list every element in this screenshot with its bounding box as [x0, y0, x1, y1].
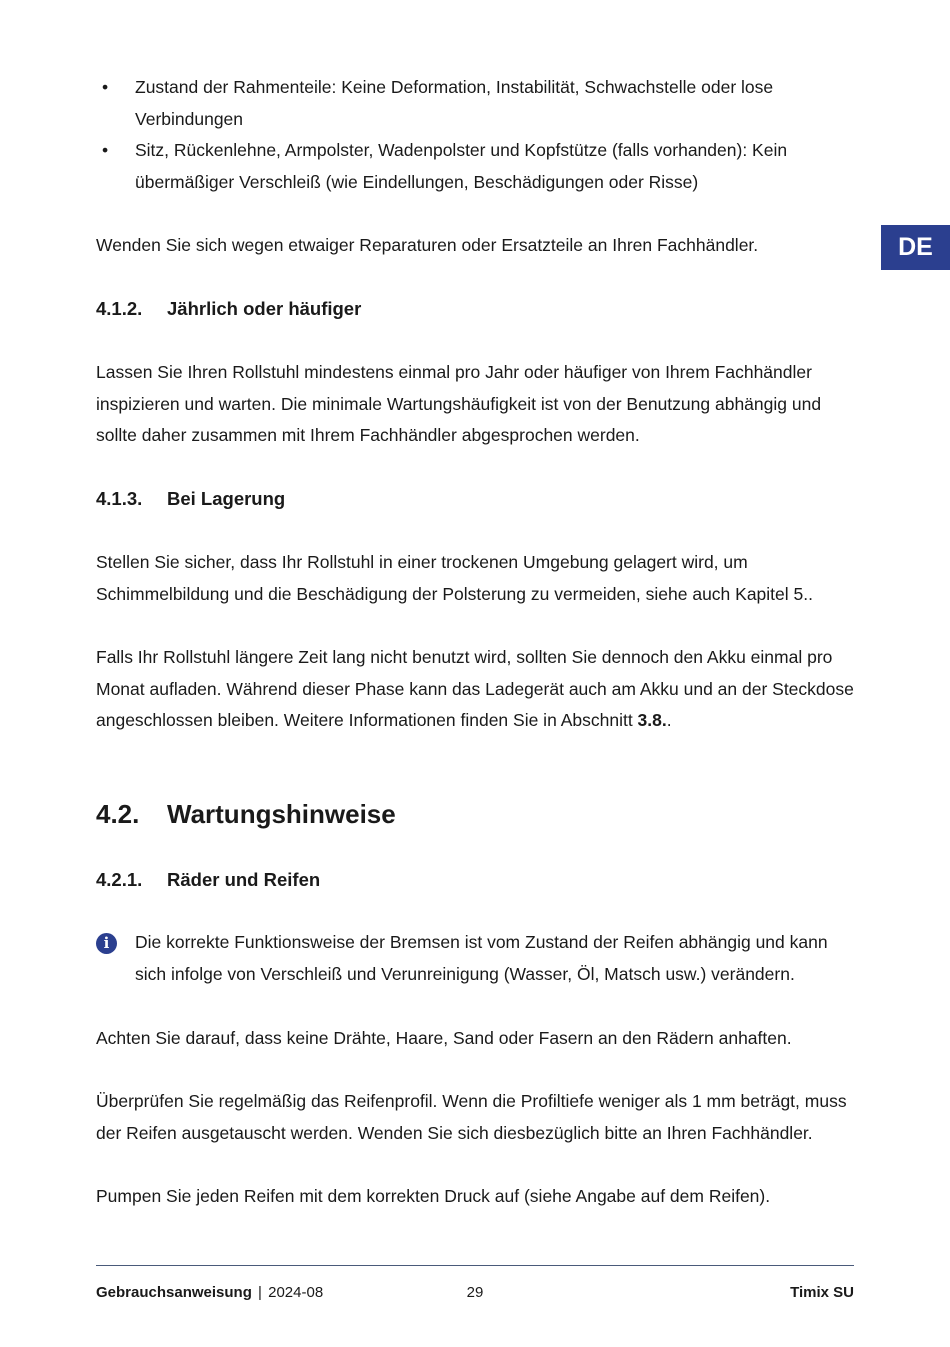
- section-title: Räder und Reifen: [167, 869, 321, 890]
- section-reference-link[interactable]: 3.8.: [637, 710, 667, 730]
- paragraph-pump: Pumpen Sie jeden Reifen mit dem korrekten Druck auf (siehe Angabe auf dem Reifen).: [96, 1186, 771, 1206]
- section-number: 4.1.3.: [96, 488, 143, 509]
- list-item: [96, 135, 856, 198]
- paragraph-repair: Wenden Sie sich wegen etwaiger Reparaturen oder Ersatzteile an Ihren Fachhändler.: [96, 235, 759, 255]
- footer-separator: |: [258, 1284, 262, 1301]
- paragraph-text: Falls Ihr Rollstuhl längere Zeit lang nicht benutzt wird, sollten Sie dennoch den Akku einmal pro Monat aufladen. Während dieser Phase kann das Ladegerät auch am Akku und an der Steckdose angeschlossen bleiben. Weitere Informationen finden Sie in Abschnitt: [96, 647, 854, 730]
- paragraph-storage-1: Stellen Sie sicher, dass Ihr Rollstuhl in einer trockenen Umgebung gelagert wird, um Schimmelbildung und die Beschädigung der Polsterung zu vermeiden, siehe auch Kapitel 5..: [96, 552, 813, 604]
- paragraph-wheels: Achten Sie darauf, dass keine Drähte, Haare, Sand oder Fasern an den Rädern anhaften.: [96, 1028, 792, 1048]
- section-title: Wartungshinweise: [167, 799, 396, 829]
- paragraph-profile: Überprüfen Sie regelmäßig das Reifenprofil. Wenn die Profiltiefe weniger als 1 mm beträgt, muss der Reifen ausgetauscht werden. Wenden Sie sich diesbezüglich bitte an Ihren Fachhändler.: [96, 1091, 847, 1143]
- footer-date: 2024-08: [268, 1284, 324, 1301]
- paragraph-yearly: Lassen Sie Ihren Rollstuhl mindestens einmal pro Jahr oder häufiger von Ihrem Fachhändler inspizieren und warten. Die minimale Wartungshäufigkeit ist von der Benutzung abhängig und sollte daher zusammen mit Ihrem Fachhändler abgesprochen werden.: [96, 362, 822, 445]
- bullet-icon: •: [102, 77, 109, 97]
- section-title: Jährlich oder häufiger: [167, 298, 362, 319]
- list-item-text: Zustand der Rahmenteile: Keine Deformation, Instabilität, Schwachstelle oder lose Verbindungen: [135, 77, 774, 129]
- section-number: 4.1.2.: [96, 298, 143, 319]
- language-tab: DE: [881, 225, 950, 270]
- info-icon: i: [96, 933, 117, 954]
- section-title: Bei Lagerung: [167, 488, 286, 509]
- info-note: [96, 927, 856, 990]
- paragraph-end: .: [666, 710, 672, 730]
- paragraph-storage-2: [96, 642, 856, 737]
- footer-doc-title: Gebrauchsanweisung: [96, 1284, 252, 1301]
- section-number: 4.2.: [96, 799, 140, 829]
- page-number: 29: [466, 1284, 484, 1301]
- info-note-text: Die korrekte Funktionsweise der Bremsen ist vom Zustand der Reifen abhängig und kann sich infolge von Verschleiß und Verunreinigung (Wasser, Öl, Matsch usw.) verändern.: [135, 932, 828, 984]
- list-item-text: Sitz, Rückenlehne, Armpolster, Wadenpolster und Kopfstütze (falls vorhanden): Kein übermäßiger Verschleiß (wie Eindellungen, Beschädigungen oder Risse): [135, 140, 788, 192]
- section-number: 4.2.1.: [96, 869, 143, 890]
- heading-4-1-3: [96, 487, 285, 511]
- heading-4-1-2: [96, 297, 361, 321]
- heading-4-2-1: [96, 868, 320, 892]
- footer-divider: [96, 1265, 854, 1266]
- footer-product: Timix SU: [790, 1284, 854, 1301]
- list-item: [96, 72, 856, 135]
- heading-4-2: [96, 797, 396, 831]
- bullet-list: [96, 72, 856, 198]
- bullet-icon: •: [102, 140, 109, 160]
